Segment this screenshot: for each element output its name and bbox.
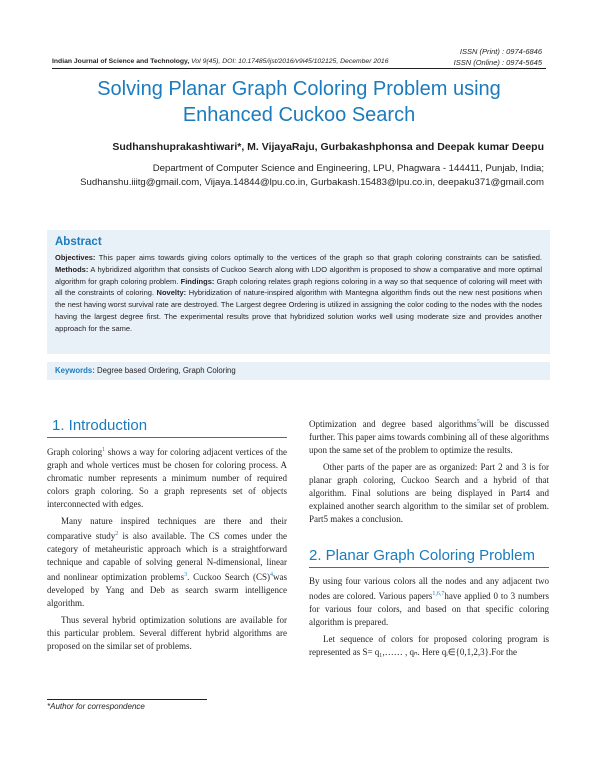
authors: Sudhanshuprakashtiwari*, M. VijayaRaju, Gurbakashphonsa and Deepak kumar Deepu: [112, 141, 544, 153]
citation-link[interactable]: 3: [184, 572, 188, 578]
affiliation-block: [24, 162, 544, 190]
section-2-heading: 2. Planar Graph Coloring Problem: [309, 547, 535, 564]
text-run: By using four various colors all the nodes and any adjacent two nodes are colored. Various papers: [309, 576, 549, 601]
keywords-label: Keywords:: [55, 366, 95, 375]
abstract-text: [55, 252, 542, 335]
keywords-text: Degree based Ordering, Graph Coloring: [94, 366, 236, 375]
findings-text: Graph coloring relates graph regions coloring in a way so that sequence of coloring will meet with all the constraints of coloring.: [55, 276, 542, 298]
keywords: [55, 366, 236, 375]
title-line-1: Solving Planar Graph Coloring Problem using: [97, 78, 501, 100]
text-run: Optimization and degree based algorithms: [309, 419, 477, 429]
citation-link[interactable]: 2: [115, 531, 119, 537]
intro-paragraph-1: [47, 444, 287, 511]
intro-paragraph-2: [47, 515, 287, 610]
right-column-top: [309, 416, 549, 526]
text-run: shows a way for coloring adjacent vertices of the graph and whole vertices must be chosen for coloring process. A chromatic number represents a minimum number of required colors graph coloring. So a graph represents set of objects interconnected with edges.: [47, 447, 288, 509]
section-2-paragraph-2: Let sequence of colors for proposed coloring program is represented as S= q₁,…… , qₙ. Here qᵢ∈{0,1,2,3}.For the: [309, 634, 549, 657]
text-run: have applied 0 to 3 numbers for various four colors, and based on that specific coloring algorithm is prepared.: [309, 591, 549, 627]
text-run: Many nature inspired techniques are there and their comparative study: [47, 516, 287, 541]
text-run: . Cuckoo Search (CS): [187, 572, 270, 582]
journal-name: Indian Journal of Science and Technology,: [52, 58, 190, 65]
methods-label: Methods:: [55, 264, 89, 274]
text-run: was developed by Yang and Deb as search swarm intelligence algorithm.: [47, 572, 287, 608]
section-2-paragraph-1: [309, 575, 549, 629]
header-rule: [52, 68, 546, 69]
citation-link[interactable]: 5: [476, 419, 480, 425]
issn-print: ISSN (Print) : 0974-6846: [459, 47, 542, 56]
citation-link[interactable]: 4: [269, 572, 273, 578]
intro-paragraph-4: [309, 416, 549, 457]
citation-link[interactable]: 1: [102, 447, 106, 453]
title-line-2: Enhanced Cuckoo Search: [182, 104, 416, 126]
affiliation: Department of Computer Science and Engineering, LPU, Phagwara - 144411, Punjab, India;: [152, 163, 544, 174]
objectives-label: Objectives:: [55, 253, 96, 262]
text-run: Graph coloring: [47, 447, 103, 457]
novelty-label: Novelty:: [156, 288, 187, 298]
footnote-rule: [47, 699, 207, 700]
section-1-heading: 1. Introduction: [52, 417, 148, 434]
abstract-heading: Abstract: [55, 236, 102, 248]
intro-paragraph-3: Thus several hybrid optimization solutions are available for this particular problem. Several different hybrid algorithms are proposed on the similar set of problems.: [47, 615, 287, 651]
citation-link[interactable]: 1,6,7: [432, 591, 445, 597]
issn-block: [454, 46, 542, 68]
left-column: [47, 444, 287, 653]
page-title: [52, 76, 546, 128]
footnote: *Author for correspondence: [47, 702, 145, 711]
section-2-rule: [309, 567, 549, 568]
novelty-text: Hybridization of nature-inspired algorithm with Mantegna algorithm finds out the new nest positions when the nest having worst survival rate are destroyed. The Largest degree Ordering is utilized in assigning the color coding to the nodes with the nodes having the largest degree first. The experimental results prove that hybridized solution works well using moderate size and provides another approach for the same.: [55, 288, 542, 333]
objectives-text: This paper aims towards giving colors optimally to the vertices of the graph so that graph coloring constraints can be satisfied.: [95, 253, 542, 262]
author-emails: Sudhanshu.iiitg@gmail.com, Vijaya.14844@lpu.co.in, Gurbakash.15483@lpu.co.in, deepaku371@gmail.com: [80, 177, 544, 188]
intro-paragraph-5: Other parts of the paper are as organized: Part 2 and 3 is for planar graph coloring, Cuckoo Search and a hybrid of that algorithm. Final solutions are being displayed in Part4 and explained another search algorithm to the similar set of problem. Part5 makes a conclusion.: [309, 462, 549, 524]
right-column-bottom: [309, 575, 549, 659]
journal-citation: [52, 58, 388, 65]
issn-online: ISSN (Online) : 0974-5645: [453, 58, 542, 67]
findings-label: Findings:: [180, 276, 215, 286]
section-1-rule: [47, 437, 287, 438]
text-run: will be discussed further. This paper aims towards combining all of these algorithms upon the same set of the problem to optimize the results.: [309, 419, 549, 455]
text-run: is also available. The CS comes under the category of metaheuristic approach which is a straightforward technique and capable of solving general N-dimensional, linear and nonlinear optimization problems: [47, 531, 287, 582]
journal-meta: Vol 9(45), DOI: 10.17485/ijst/2016/v9i45/102125, December 2016: [189, 58, 389, 65]
methods-text: A hybridized algorithm that consists of Cuckoo Search along with LDO algorithm is proposed to show a comparative and more optimal algorithm for graph coloring problem.: [55, 264, 542, 286]
